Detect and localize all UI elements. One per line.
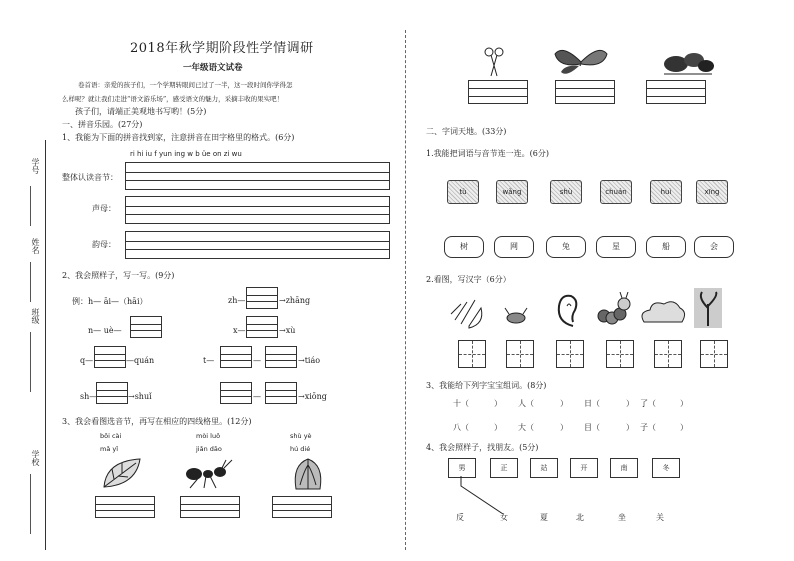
syllable-card-shu[interactable]: shù xyxy=(550,180,582,204)
pair-xia: 夏 xyxy=(540,513,548,522)
row1-ri: 日（ xyxy=(584,399,600,408)
item-x: x— xyxy=(233,326,246,335)
word-shu[interactable]: 树 xyxy=(444,236,484,258)
s1-q2-text: 2、我会照样子，写一写。(9分) xyxy=(62,271,175,280)
intro-line-2: 么样呢？就让我们走进“语文游乐场”，感受语文的魅力，采摘丰收的果实吧！ xyxy=(62,95,284,103)
syllable-card-tu[interactable]: tù xyxy=(447,180,479,204)
n-answer[interactable] xyxy=(130,316,162,338)
butterfly-answer[interactable] xyxy=(555,80,615,104)
flag-dong[interactable]: 冬 xyxy=(652,458,680,478)
xuehao-underline xyxy=(30,186,32,226)
q-answer[interactable] xyxy=(94,346,126,368)
scissors-answer[interactable] xyxy=(468,80,528,104)
pair-bei: 北 xyxy=(576,513,584,522)
item-n: n— uè— xyxy=(88,326,122,335)
xiong-answer-1[interactable] xyxy=(220,382,252,404)
label-shengmu: 声母： xyxy=(92,204,116,213)
butterfly-icon xyxy=(553,44,609,80)
word-chuan[interactable]: 船 xyxy=(646,236,686,258)
s2-q3-text: 3、我能给下列字宝宝组词。(8分) xyxy=(426,381,547,390)
intro-line-1: 卷首语：亲爱的孩子们，一个学期转眼间已过了一半，这一段时间你学得怎 xyxy=(78,81,293,89)
pair-guan: 关 xyxy=(656,513,664,522)
item-zhang: →zhāng xyxy=(279,296,311,305)
row2-da: 大（ xyxy=(518,423,534,432)
flag-kai[interactable]: 开 xyxy=(570,458,598,478)
option-3-top: shù yè xyxy=(290,432,312,440)
pinyin-pool: ri hi iu f yun ing w b üe on zi wu xyxy=(130,150,242,158)
option-2-bottom: jiǎn dāo xyxy=(196,445,222,453)
pair-nv: 女 xyxy=(500,513,508,522)
pair-zuo: 坐 xyxy=(618,513,626,522)
tianzige-6[interactable] xyxy=(700,340,728,368)
syllable-card-hui[interactable]: huì xyxy=(650,180,682,204)
label-yunmu: 韵母： xyxy=(92,240,116,249)
row1-ri-close: ） xyxy=(626,399,634,408)
label-banji: 班级 xyxy=(31,308,40,324)
picture-1-answer[interactable] xyxy=(95,496,155,518)
row2-mu: 目（ xyxy=(584,423,600,432)
ant-icon xyxy=(180,458,236,490)
option-1-bottom: mǎ yǐ xyxy=(100,445,119,453)
s2-q4-text: 4、我会照样子，找朋友。(5分) xyxy=(426,443,539,452)
s2-q1-text: 1.我能把词语与音节连一连。(6分) xyxy=(426,149,549,158)
item-zh: zh— xyxy=(228,296,246,305)
grass-answer[interactable] xyxy=(646,80,706,104)
item-xiong: →xiōng xyxy=(298,392,327,401)
word-hui[interactable]: 会 xyxy=(694,236,734,258)
word-tu[interactable]: 兔 xyxy=(546,236,586,258)
row1-ren-close: ） xyxy=(560,399,568,408)
binding-line xyxy=(45,140,46,550)
grass-icon xyxy=(660,48,716,78)
zhengti-answer-lines[interactable] xyxy=(125,162,390,190)
label-zhengti: 整体认读音节： xyxy=(62,173,118,182)
option-1-top: bōi cài xyxy=(100,432,122,440)
s1-q3-text: 3、我会看图选音节，再写在相应的四线格里。(12分) xyxy=(62,417,252,426)
t-answer-1[interactable] xyxy=(220,346,252,368)
leaf-icon xyxy=(100,455,146,491)
syllable-card-wang[interactable]: wǎng xyxy=(496,180,528,204)
row2-da-close: ） xyxy=(560,423,568,432)
syllable-card-chuan[interactable]: chuán xyxy=(600,180,632,204)
hand-icon xyxy=(447,294,487,330)
item-q: q— xyxy=(80,356,94,365)
word-wang[interactable]: 网 xyxy=(494,236,534,258)
item-xu: →xù xyxy=(279,326,296,335)
cabbage-icon xyxy=(290,455,326,493)
row1-le-close: ） xyxy=(680,399,688,408)
item-tiao: →tiáo xyxy=(298,356,321,365)
flag-nan[interactable]: 男 xyxy=(448,458,476,478)
t-answer-2[interactable] xyxy=(265,346,297,368)
tianzige-3[interactable] xyxy=(556,340,584,368)
flag-zheng[interactable]: 正 xyxy=(490,458,518,478)
section1-heading: 一、拼音乐园。(27分) xyxy=(62,120,143,129)
exam-subtitle: 一年级语文试卷 xyxy=(183,63,243,73)
row1-ren: 人（ xyxy=(518,399,534,408)
label-xuehao: 学号 xyxy=(31,158,40,174)
option-2-top: mòi luǒ xyxy=(196,432,221,440)
label-xuexiao: 学校 xyxy=(31,450,40,466)
item-sh: sh— xyxy=(80,392,98,401)
item-quan: —quán xyxy=(126,356,155,365)
banji-underline xyxy=(30,332,32,392)
label-xingming: 姓名 xyxy=(31,238,40,254)
page-divider xyxy=(405,30,406,550)
row1-shi: 十（ xyxy=(453,399,469,408)
row2-zi: 子（ xyxy=(640,423,656,432)
tianzige-5[interactable] xyxy=(654,340,682,368)
xiong-answer-2[interactable] xyxy=(265,382,297,404)
flag-zhan[interactable]: 站 xyxy=(530,458,558,478)
row1-shi-close: ） xyxy=(494,399,502,408)
shengmu-answer-lines[interactable] xyxy=(125,196,390,224)
syllable-card-xing[interactable]: xīng xyxy=(696,180,728,204)
example-hai: 例：h— āi—（hāi） xyxy=(72,297,148,306)
picture-3-answer[interactable] xyxy=(272,496,332,518)
picture-2-answer[interactable] xyxy=(180,496,240,518)
row1-le: 了（ xyxy=(640,399,656,408)
xingming-underline xyxy=(30,262,32,302)
row2-ba-close: ） xyxy=(494,423,502,432)
flag-nan2[interactable]: 南 xyxy=(610,458,638,478)
dash-2: — xyxy=(253,392,261,401)
sh-answer[interactable] xyxy=(96,382,128,404)
row2-mu-close: ） xyxy=(626,423,634,432)
sprout-icon xyxy=(694,288,722,328)
tianzige-2[interactable] xyxy=(506,340,534,368)
row2-zi-close: ） xyxy=(680,423,688,432)
xuexiao-underline xyxy=(30,474,32,534)
intro-line-3: 孩子们，请端正美观地书写哟！(5分) xyxy=(75,107,207,116)
word-xing[interactable]: 星 xyxy=(596,236,636,258)
s2-q2-text: 2.看图，写汉字（6分） xyxy=(426,275,511,284)
tianzige-4[interactable] xyxy=(606,340,634,368)
scissors-icon xyxy=(482,46,506,78)
zh-answer[interactable] xyxy=(246,287,278,309)
x-answer[interactable] xyxy=(246,316,278,338)
s1-q1-text: 1、我能为下面的拼音找到家，注意拼音在田字格里的格式。(6分) xyxy=(62,133,295,142)
caterpillar-icon xyxy=(596,292,632,328)
tianzige-1[interactable] xyxy=(458,340,486,368)
insect-icon xyxy=(503,306,529,326)
row2-ba: 八（ xyxy=(453,423,469,432)
item-t: t— xyxy=(203,356,215,365)
exam-title: 2018年秋学期阶段性学情调研 xyxy=(130,41,314,56)
ear-icon xyxy=(553,292,581,330)
yunmu-answer-lines[interactable] xyxy=(125,231,390,259)
dash-1: — xyxy=(253,356,261,365)
option-3-bottom: hú dié xyxy=(290,445,311,453)
cloud-icon xyxy=(638,298,688,326)
pair-fan: 反 xyxy=(456,513,464,522)
section2-heading: 二、字词天地。(33分) xyxy=(426,127,507,136)
item-shui: →shuǐ xyxy=(128,392,152,401)
